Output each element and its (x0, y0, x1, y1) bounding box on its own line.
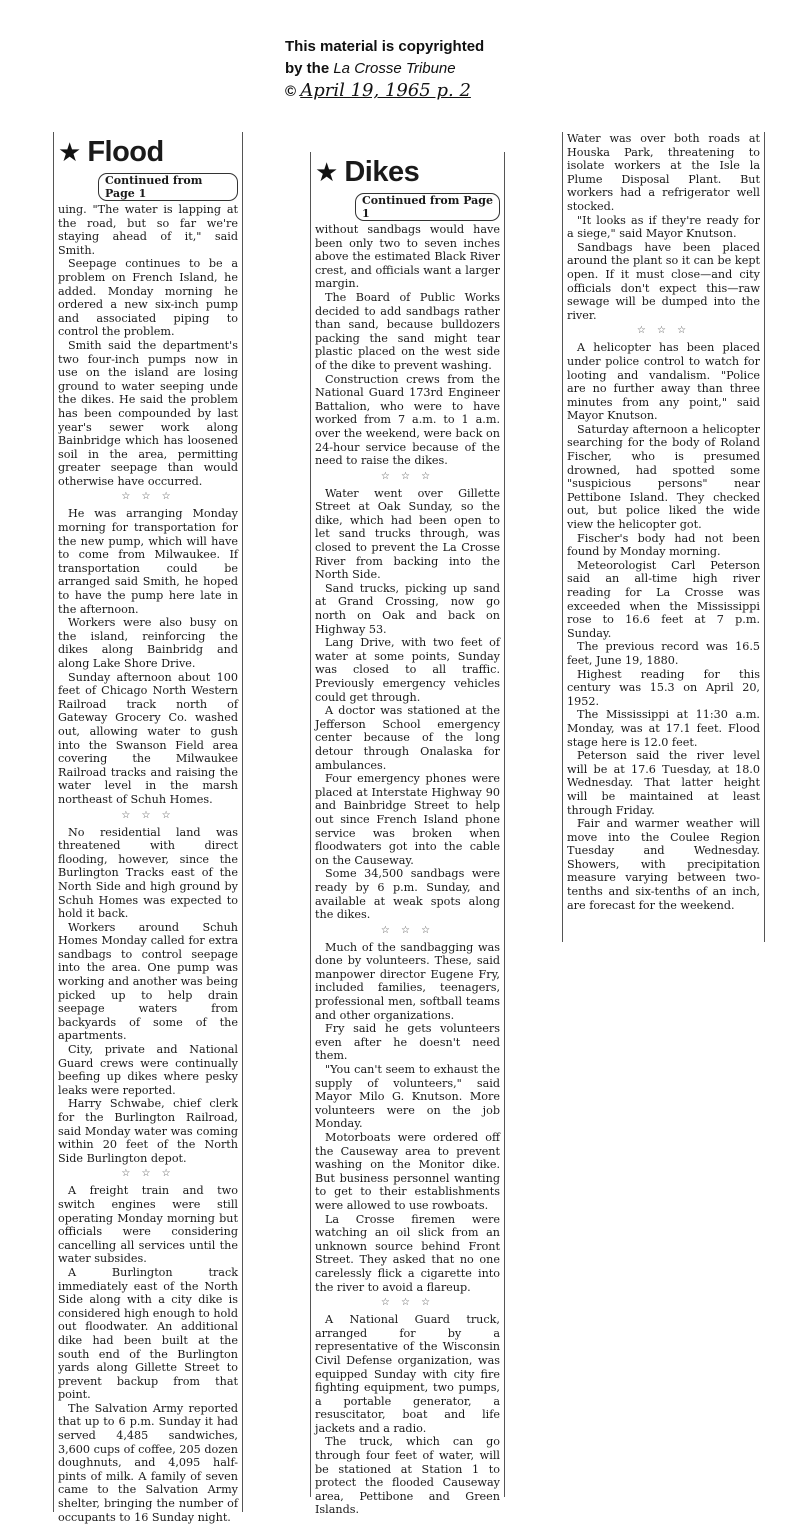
dikes-paragraph: Sand trucks, picking up sand at Grand Crossing, now go north on Oak and back on Highway 53. (315, 581, 500, 636)
dikes-title: Dikes (344, 156, 420, 188)
col3-paragraph: "It looks as if they're ready for a siege," said Mayor Knutson. (567, 213, 760, 241)
dikes-paragraph: Fry said he gets volunteers even after he doesn't need them. (315, 1022, 500, 1063)
copyright-line-2 (285, 58, 545, 80)
dikes-paragraph: Four emergency phones were placed at Interstate Highway 90 and Bainbridge Street to help out since French Island phone service was broken when floodwaters got into the cable on the Causeway. (315, 772, 500, 867)
copyright-line-3 (285, 80, 545, 103)
copyright-line-1: This material is copyrighted (285, 38, 485, 55)
flood-paragraph: Harry Schwabe, chief clerk for the Burlington Railroad, said Monday water was coming within 20 feet of the North Side Burlington depot. (58, 1097, 238, 1165)
dikes-paragraph: The truck, which can go through four feet of water, will be stationed at Station 1 to protect the flooded Causeway area, Pettibone and Green Islands. (315, 1435, 500, 1517)
flood-title: Flood (87, 136, 164, 168)
dikes-paragraph: Much of the sandbagging was done by volunteers. These, said manpower director Eugene Fry, included families, teenagers, professional men, softball teams and other organizations. (315, 940, 500, 1022)
flood-paragraph: City, private and National Guard crews were continually beefing up dikes where pesky leaks were reported. (58, 1043, 238, 1097)
dikes-continued-label: Continued from Page 1 (355, 193, 500, 221)
handwritten-date: April 19, 1965 p. 2 (300, 80, 471, 101)
col3-paragraph: The previous record was 16.5 feet, June 19, 1880. (567, 640, 760, 667)
flood-paragraph: He was arranging Monday morning for transportation for the new pump, which will have to come from Milwaukee. If transportation could be arranged said Smith, he hoped to have the pump here late in the afternoon. (58, 507, 238, 616)
flood-paragraph: The Salvation Army reported that up to 6 p.m. Sunday it had served 4,485 sandwiches, 3,600 cups of coffee, 205 dozen doughnuts, and 4,095 half-pints of milk. A family of seven came to the Salvation Army shelter, bringing the number of occupants to 16 Sunday night. (58, 1401, 238, 1524)
star-icon: ★ (315, 157, 339, 188)
col3-paragraph: Saturday afternoon a helicopter searching for the body of Roland Fischer, who is presumed drowned, had spotted some "suspicious persons" near Pettibone Island. They checked out, but police liked the wide view the helicopter got. (567, 422, 760, 532)
section-separator: ☆ ☆ ☆ (636, 325, 691, 337)
col3-paragraph: Peterson said the river level will be at 17.6 Tuesday, at 18.0 Wednesday. That latter height will be maintained at least through Friday. (567, 749, 760, 817)
flood-heading (58, 136, 238, 169)
dikes-paragraph: Some 34,500 sandbags were ready by 6 p.m. Sunday, and available at weak spots along the dikes. (315, 867, 500, 922)
col3-paragraph: Fair and warmer weather will move into the Coulee Region Tuesday and Wednesday. Showers, with precipitation measure varying between two-tenths and six-tenths of an inch, are forecast for the weekend. (567, 817, 760, 912)
flood-paragraph: Sunday afternoon about 100 feet of Chicago North Western Railroad track north of Gateway Grocery Co. washed out, allowing water to gush into the Swanson Field area covering the Milwaukee Railroad tracks and raising the water level in the marsh northeast of Schuh Homes. (58, 670, 238, 806)
dikes-paragraph: A doctor was stationed at the Jefferson School emergency center because of the long detour through Onalaska for ambulances. (315, 704, 500, 772)
dikes-heading (315, 156, 500, 189)
publication-name: La Crosse Tribune (333, 60, 456, 77)
dikes-paragraph: A National Guard truck, arranged for by a representative of the Wisconsin Civil Defense organization, was equipped Sunday with city fire fighting equipment, two pumps, a portable generator, a resuscitator, boat and life jackets and a radio. (315, 1313, 500, 1435)
flood-paragraph: Workers were also busy on the island, reinforcing the dikes along Bainbridg and along Lake Shore Drive. (58, 616, 238, 670)
flood-continued-label: Continued from Page 1 (98, 173, 238, 201)
col3-paragraph: Sandbags have been placed around the plant so it can be kept open. If it must close—and city officials don't expect this—raw sewage will be dumped into the river. (567, 240, 760, 322)
copyright-prefix: by the (285, 60, 334, 77)
col3-paragraph: A helicopter has been placed under police control to watch for looting and vandalism. "Police are no further away than three minutes from any point," said Mayor Knutson. (567, 341, 760, 423)
section-separator: ☆ ☆ ☆ (121, 491, 175, 503)
flood-paragraph: uing. "The water is lapping at the road, but so far we're staying ahead of it," said Smith. (58, 203, 238, 257)
section-separator: ☆ ☆ ☆ (380, 470, 435, 482)
flood-paragraph: Seepage continues to be a problem on French Island, he added. Monday morning he ordered a new six-inch pump and associated piping to control the problem. (58, 257, 238, 339)
dikes-paragraph: "You can't seem to exhaust the supply of volunteers," said Mayor Milo G. Knutson. More volunteers were on the job Monday. (315, 1063, 500, 1131)
section-separator: ☆ ☆ ☆ (121, 809, 175, 821)
star-icon: ★ (58, 137, 82, 168)
col3-paragraph: Fischer's body had not been found by Monday morning. (567, 531, 760, 559)
section-separator: ☆ ☆ ☆ (380, 1297, 435, 1309)
copyright-symbol: © (285, 83, 297, 100)
col3-paragraph: The Mississippi at 11:30 a.m. Monday, was at 17.1 feet. Flood stage here is 12.0 feet. (567, 708, 760, 749)
dikes-paragraph: Construction crews from the National Guard 173rd Engineer Battalion, who were to have worked from 7 a.m. to 1 a.m. over the weekend, were back on 24-hour service because of the need to raise the dikes. (315, 372, 500, 468)
dikes-paragraph: Motorboats were ordered off the Causeway area to prevent washing on the Monitor dike. But business personnel wanting to get to their establishments were allowed to use rowboats. (315, 1131, 500, 1212)
flood-paragraph: A freight train and two switch engines were still operating Monday morning but officials were considering cancelling all services until the water subsides. (58, 1184, 238, 1266)
dikes-column (310, 152, 505, 1517)
continued-column (562, 132, 765, 942)
col3-paragraph: Water was over both roads at Houska Park, threatening to isolate workers at the Isle la Plume Disposal Plant. But workers had a refrigerator well stocked. (567, 132, 760, 213)
col3-paragraph: Meteorologist Carl Peterson said an all-time high river reading for La Crosse was exceeded when the Mississippi rose to 16.6 feet at 7 p.m. Sunday. (567, 558, 760, 640)
section-separator: ☆ ☆ ☆ (121, 1168, 175, 1180)
flood-column (53, 132, 243, 1524)
dikes-paragraph: The Board of Public Works decided to add sandbags rather than sand, because bulldozers packing the sand might tear plastic placed on the west side of the dike to prevent washing. (315, 290, 500, 372)
flood-paragraph: Workers around Schuh Homes Monday called for extra sandbags to control seepage into the area. One pump was working and another was being picked up to help drain seepage waters from backyards of some of the apartments. (58, 920, 238, 1043)
copyright-notice (285, 36, 545, 103)
dikes-paragraph: Lang Drive, with two feet of water at some points, Sunday was closed to all traffic. Previously emergency vehicles could get through. (315, 636, 500, 704)
dikes-paragraph: La Crosse firemen were watching an oil slick from an unknown source behind Front Street. They asked that no one carelessly flick a cigarette into the river to avoid a flareup. (315, 1212, 500, 1294)
col3-paragraph: Highest reading for this century was 15.3 on April 20, 1952. (567, 667, 760, 708)
flood-paragraph: Smith said the department's two four-inch pumps now in use on the island are losing ground to water seeping unde the dikes. He said the problem has been compounded by last year's sewer work along Bainbridge which has loosened soil in the area, permitting greater seepage than would otherwise have occurred. (58, 338, 238, 488)
dikes-paragraph: Water went over Gillette Street at Oak Sunday, so the dike, which had been open to let sand trucks through, was closed to prevent the La Crosse River from backing into the North Side. (315, 486, 500, 582)
flood-paragraph: A Burlington track immediately east of the North Side along with a city dike is considered high enough to hold out floodwater. An additional dike had been built at the south end of the Burlington yards along Gillette Street to prevent backup from that point. (58, 1265, 238, 1402)
flood-paragraph: No residential land was threatened with direct flooding, however, since the Burlington Tracks east of the North Side and high ground by Schuh Homes was expected to hold it back. (58, 825, 238, 921)
section-separator: ☆ ☆ ☆ (380, 924, 435, 936)
dikes-paragraph: without sandbags would have been only two to seven inches above the estimated Black River crest, and officials want a larger margin. (315, 223, 500, 291)
